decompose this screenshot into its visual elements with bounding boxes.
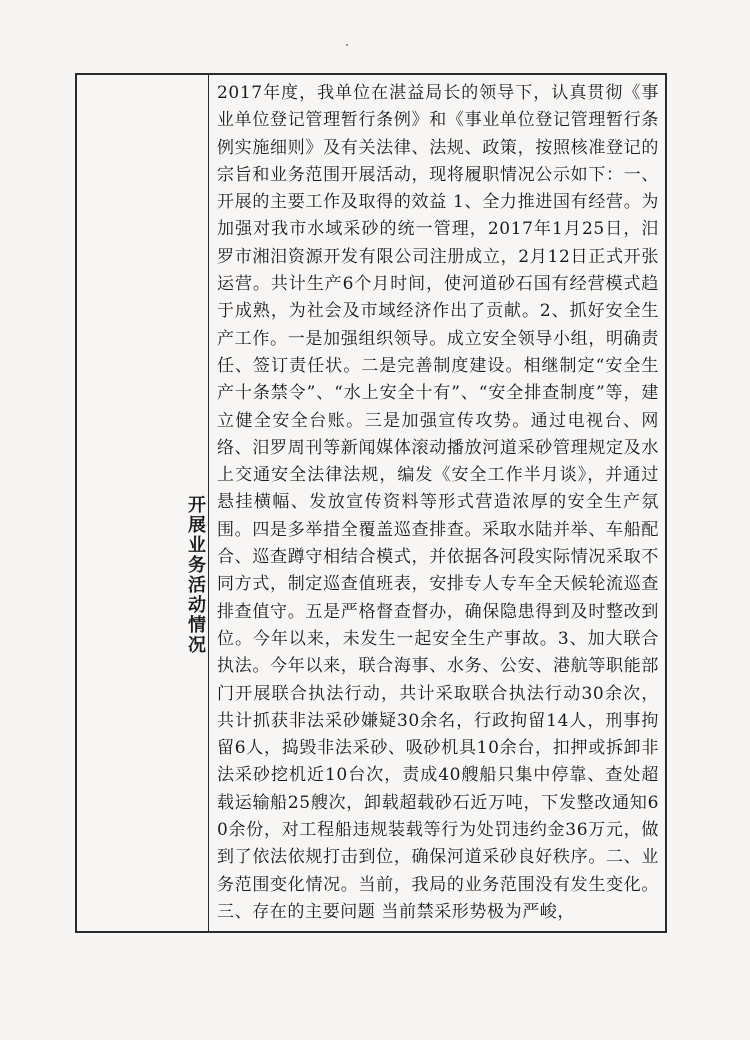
activity-body-text: 2017年度，我单位在湛益局长的领导下，认真贯彻《事业单位登记管理暂行条例》和《事业单位登记管理暂行条例实施细则》及有关法律、法规、政策，按照核准登记的宗旨和业务范围开展活动，现将履职情况公示如下：一、开展的主要工作及取得的效益 1、全力推进国有经营。为加强对我市水域采砂的统一管理，2017年1月25日，汨罗市湘汨资源开发有限公司注册成立，2月12日正式开张运营。共计生产6个月时间，使河道砂石国有经营模式趋于成熟，为社会及市域经济作出了贡献。2、抓好安全生产工作。一是加强组织领导。成立安全领导小组，明确责任、签订责任状。二是完善制度建设。相继制定“安全生产十条禁令”、“水上安全十有”、“安全排查制度”等，建立健全安全台账。三是加强宣传攻势。通过电视台、网络、汨罗周刊等新闻媒体滚动播放河道采砂管理规定及水上交通安全法律法规，编发《安全工作半月谈》，并通过悬挂横幅、发放宣传资料等形式营造浓厚的安全生产氛围。四是多举措全覆盖巡查排查。采取水陆并举、车船配合、巡查蹲守相结合模式，并依据各河段实际情况采取不同方式，制定巡查值班表，安排专人专车全天候轮流巡查排查值守。五是严格督查督办，确保隐患得到及时整改到位。今年以来，未发生一起安全生产事故。3、加大联合执法。今年以来，联合海事、水务、公安、港航等职能部门开展联合执法行动，共计采取联合执法行动30余次，共计抓获非法采砂嫌疑30余名，行政拘留14人，刑事拘留6人，捣毁非法采砂、吸砂机具10余台，扣押或拆卸非法采砂挖机近10台次，责成40艘船只集中停靠、查处超载运输船25艘次，卸载超载砂石近万吨，下发整改通知60余份，对工程船违规装载等行为处罚违约金36万元，做到了依法依规打击到位，确保河道采砂良好秩序。二、业务范围变化情况。当前，我局的业务范围没有发生变化。三、存在的主要问题 当前禁采形势极为严峻， [217, 83, 659, 922]
activity-report-table [75, 73, 667, 933]
page-speck [346, 44, 348, 46]
content-cell [209, 75, 665, 931]
label-cell [77, 75, 209, 931]
section-label: 开展业务活动情况 [185, 495, 206, 655]
